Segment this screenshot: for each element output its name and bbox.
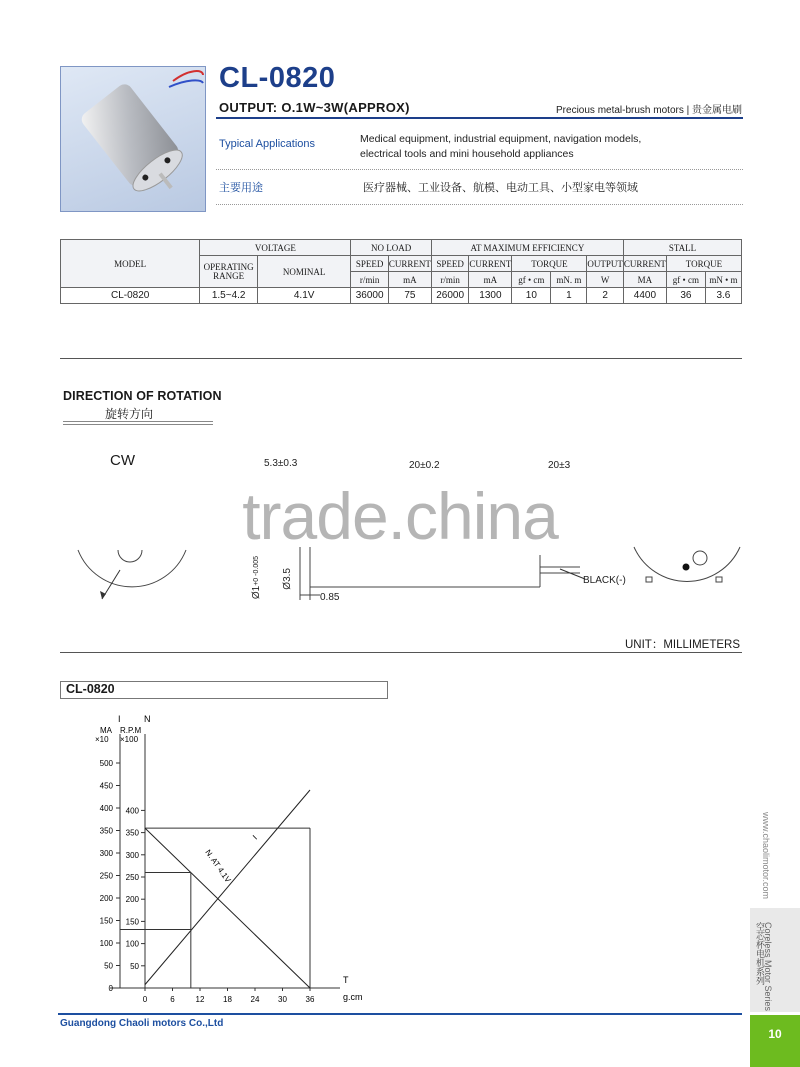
left-axis-unit: MA [100,726,112,735]
unit-speed: r/min [431,272,469,288]
right-tick-label: 150 [125,917,139,927]
col-st-torque: TORQUE [666,256,741,272]
rotation-title-zh: 旋转方向 [105,407,154,421]
rotation-title: DIRECTION OF ROTATION [63,389,222,403]
dim-20-3: 20±3 [548,460,571,471]
series-label: Precious metal-brush motors | 贵金属电刷 [556,105,742,116]
dotted-divider [216,169,743,170]
unit-current: mA [469,272,512,288]
col-voltage: VOLTAGE [200,240,351,256]
x-tick-label: 30 [278,995,287,1004]
right-axis-name: N [144,714,151,724]
performance-chart [0,700,420,1010]
left-tick-label: 50 [104,961,113,971]
unit-stall-current: MA [623,272,666,288]
end-view-arc-left [78,550,186,587]
applications-line-2: electrical tools and mini household appliances [360,148,574,160]
dim-dia-boss: Ø3.5 [282,568,293,590]
col-nominal: NOMINAL [258,256,351,288]
mount-slot [646,577,652,582]
section-divider [60,652,742,653]
curve-title: CL-0820 [66,682,115,696]
section-divider [60,358,742,359]
left-tick-label: 150 [99,916,113,926]
page-number-box [750,1015,800,1067]
left-tick-label: 400 [99,804,113,813]
cell-st-current: 4400 [623,288,666,304]
dim-dia-shaft: Ø1+0 -0.005 [251,556,262,600]
left-tick-label: 350 [99,826,113,836]
applications-line-1: Medical equipment, industrial equipment, navigation models, [360,133,642,145]
right-tick-label: 50 [130,961,139,971]
right-tick-label: 250 [125,873,139,882]
col-nl-speed: SPEED [351,256,389,272]
series-line-speed [145,828,310,988]
motor-image [61,67,205,211]
spec-table [60,239,742,304]
watermark: trade.china [242,479,558,553]
col-no-load: NO LOAD [351,240,432,256]
col-me-torque: TORQUE [512,256,587,272]
cell-st-torque-mn: 3.6 [705,288,741,304]
unit-torque-g: gf • cm [512,272,551,288]
left-tick-label: 200 [99,894,113,903]
cell-nl-current: 75 [388,288,431,304]
col-me-speed: SPEED [431,256,469,272]
footer-rule [58,1013,742,1015]
cell-me-torque-g: 10 [512,288,551,304]
col-me-current: CURRENT [469,256,512,272]
x-tick-label: 12 [195,995,205,1004]
x-tick-label: 18 [223,995,232,1004]
x-tick-label: 6 [170,995,175,1004]
cell-nominal: 4.1V [258,288,351,304]
series-name-zh: 空芯杯电机系列 [755,922,765,985]
dotted-divider [216,204,743,205]
left-axis-mult: ×10 [95,735,109,744]
n-line-label: N. AT 4.1V [203,847,233,885]
unit-current: mA [388,272,431,288]
right-tick-label: 350 [125,828,139,838]
unit-output: W [587,272,624,288]
cell-me-current: 1300 [469,288,512,304]
x-tick-label: 36 [305,995,315,1004]
page-number: 10 [768,1027,782,1041]
unit-stall-torque-mn: mN • m [705,272,741,288]
x-axis-name: T [343,975,349,985]
series-line-current [145,790,310,985]
left-axis-name: I [118,714,121,724]
x-tick-label: 0 [142,995,148,1004]
cell-nl-speed: 36000 [351,288,389,304]
right-tick-label: 200 [125,895,139,905]
company-name: Guangdong Chaoli motors Co.,Ltd [60,1018,224,1029]
i-line-label: I [251,833,259,842]
col-operating-range: OPERATING RANGE [200,256,258,288]
cw-label: CW [110,452,135,469]
applications-label: Typical Applications [219,138,315,150]
col-st-current: CURRENT [623,256,666,272]
dim-20-0-2: 20±0.2 [409,460,440,471]
terminal-negative [683,564,690,571]
right-tick-label: 300 [125,850,139,860]
mount-slot [716,577,722,582]
col-max-efficiency: AT MAXIMUM EFFICIENCY [431,240,623,256]
cell-me-speed: 26000 [431,288,469,304]
x-axis-unit: g.cm [343,992,363,1002]
left-tick-label: 0 [108,984,113,993]
left-tick-label: 100 [99,939,113,948]
left-tick-label: 500 [99,759,113,768]
unit-label: UNIT：MILLIMETERS [624,639,740,651]
cell-st-torque-g: 36 [666,288,705,304]
left-tick-label: 250 [99,871,113,881]
header-rule [216,117,743,119]
cell-model: CL-0820 [61,288,200,304]
lead-black-label: BLACK(-) [583,575,626,586]
unit-speed: r/min [351,272,389,288]
zh-applications-label: 主要用途 [219,182,263,194]
left-tick-label: 300 [99,849,113,858]
dim-5-3: 5.3±0.3 [264,458,298,469]
title-underline [63,421,213,422]
model-title: CL-0820 [219,62,336,94]
series-name-en: Coreless Motor Series [763,922,773,1012]
output-range: OUTPUT: O.1W~3W(APPROX) [219,100,410,115]
right-tick-label: 100 [125,939,139,949]
cell-me-torque-mn: 1 [551,288,587,304]
right-tick-label: 400 [125,806,139,816]
right-axis-unit: R.P.M [120,726,142,735]
website: www.chaolimotor.com [761,812,771,900]
unit-torque-mn: mN. m [551,272,587,288]
unit-stall-torque-g: gf • cm [666,272,705,288]
col-nl-current: CURRENT [388,256,431,272]
left-tick-label: 450 [99,781,113,791]
product-photo [60,66,206,212]
zh-applications-text: 医疗器械、工业设备、航模、电动工具、小型家电等领域 [363,182,638,194]
leader-line [560,569,585,579]
right-axis-mult: ×100 [120,735,139,744]
dim-0-85: 0.85 [320,592,340,603]
title-underline [63,424,213,425]
col-stall: STALL [623,240,741,256]
applications-text [360,132,641,162]
col-me-output: OUTPUT [587,256,624,272]
cell-me-output: 2 [587,288,624,304]
x-tick-label: 24 [250,995,260,1004]
table-row [61,288,742,304]
col-model: MODEL [61,240,200,288]
cell-op-range: 1.5~4.2 [200,288,258,304]
